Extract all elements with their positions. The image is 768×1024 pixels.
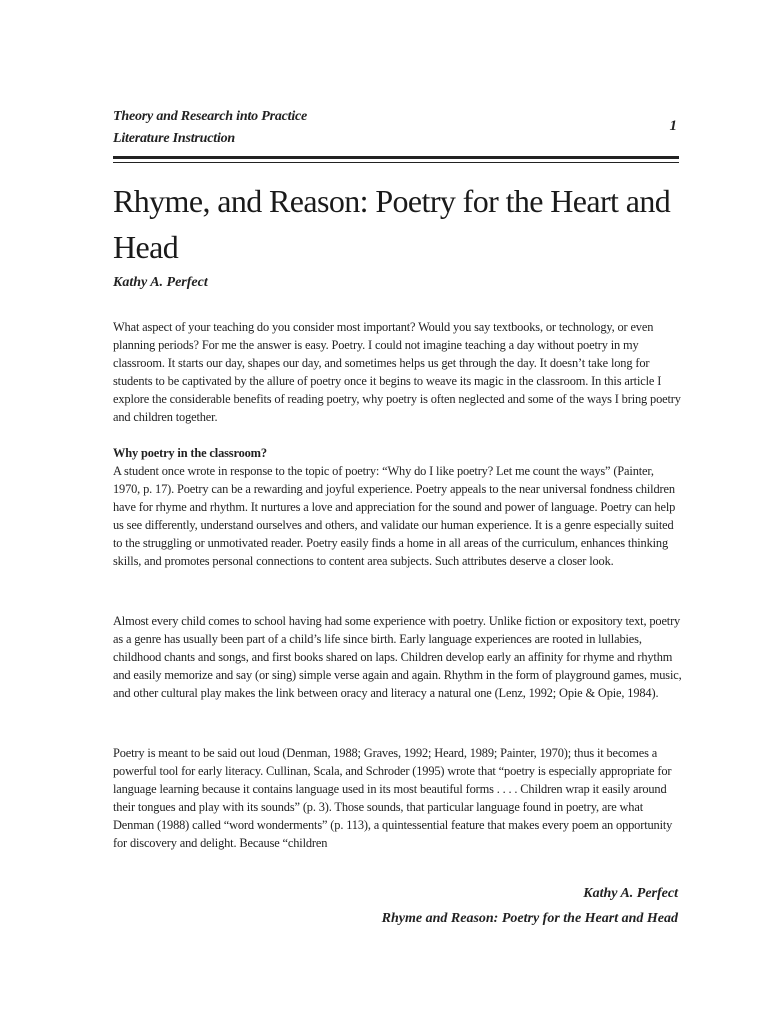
body-paragraph-2: A student once wrote in response to the topic of poetry: “Why do I like poetry? Let me count the ways” (Painter, 1970, p. 17). Poetry can be a rewarding and joyful experience. Poetry appeals to the near universal fondness children have for rhyme and rhythm. It nurtures a love and appreciation for the sound and power of language. Poetry can help us see differently, understand ourselves and others, and validate our human experience. It is a genre especially suited to the struggling or unmotivated reader. Poetry easily finds a home in all areas of the curriculum, enhances thinking skills, and promotes personal connections to content area subjects. Such attributes deserve a closer look. [113,464,676,568]
running-head-journal: Theory and Research into Practice [113,109,308,124]
running-head [113,106,307,150]
article-author: Kathy A. Perfect [113,275,208,290]
body-paragraph-4: Poetry is meant to be said out loud (Denman, 1988; Graves, 1992; Heard, 1989; Painter, 1970); thus it becomes a powerful tool for early literacy. Cullinan, Scala, and Schroder (1995) wrote that “poetry is especially appropriate for language learning because it contains language used in its most beautiful forms . . . . Children wrap it easily around their tongues and play with its sounds” (p. 3). Those sounds, that particular language found in poetry, are what Denman (1988) called “word wonderments” (p. 113), a quintessential feature that makes every poem an opportunity for discovery and delight. Because “children [113,746,673,850]
footer-title: Rhyme and Reason: Poetry for the Heart and Head [381,911,678,926]
running-head-section: Literature Instruction [113,131,236,146]
body-paragraph-1: What aspect of your teaching do you consider most important? Would you say textbooks, or technology, or even planning periods? For me the answer is easy. Poetry. I could not imagine teaching a day without poetry in my classroom. It starts our day, shapes our day, and sometimes helps us get through the day. It doesn’t take long for students to be captivated by the allure of poetry once it begins to weave its magic in the classroom. In this article I explore the considerable benefits of reading poetry, why poetry is often neglected and some of the ways I bring poetry and children together. [113,320,681,424]
article-title: Rhyme, and Reason: Poetry for the Heart and Head [113,183,671,265]
header-rule-thin [113,162,679,163]
page-number: 1 [669,118,677,134]
body-paragraph-3: Almost every child comes to school having had some experience with poetry. Unlike fiction or expository text, poetry as a genre has usually been part of a child’s life since birth. Early language experiences are rooted in lullabies, childhood chants and songs, and first books shared on laps. Children develop early an affinity for rhyme and rhythm and easily memorize and say (or sing) simple verse again and again. Rhythm in the form of playground games, music, and other cultural play makes the link between oracy and literacy a natural one (Lenz, 1992; Opie & Opie, 1984). [113,614,682,700]
header-rule-thick [113,156,679,159]
footer-author: Kathy A. Perfect [583,886,678,901]
page-footer [382,881,678,931]
section-heading: Why poetry in the classroom? [113,446,267,460]
